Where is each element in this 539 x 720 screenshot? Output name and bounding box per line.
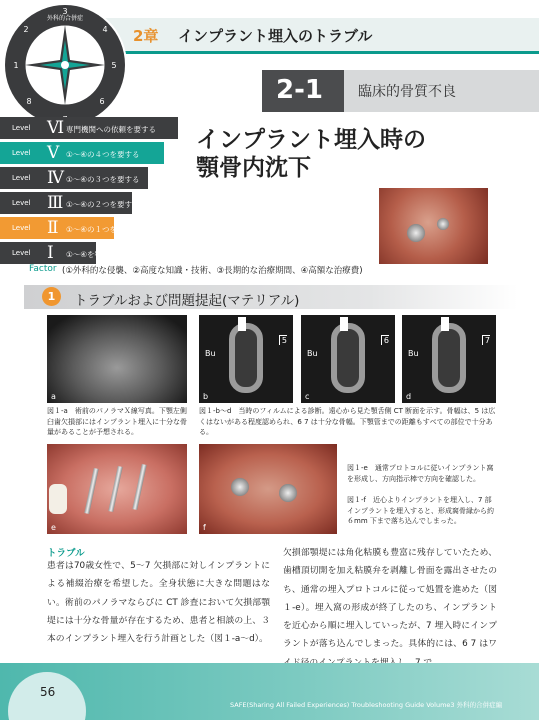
page-number: 56 [40,685,56,699]
level-description: ①〜④の１つを要する [66,225,140,234]
emblem-center-label: 外科的合併症 [46,15,84,22]
level-roman: Ⅳ [47,168,64,188]
section-title: 臨床的骨質不良 [358,84,456,100]
ct-section-image-7 [402,315,496,403]
implant-marker [340,317,348,331]
subsection-title: トラブルおよび問題提起(マテリアル) [74,293,300,309]
level-row [0,242,140,264]
implant-head-image [279,484,297,502]
chapter-title: インプラント埋入のトラブル [178,27,373,45]
jawbone-crosssection [432,323,466,393]
tooth-number-label: 5 [279,335,287,345]
figure-letter: a [51,392,56,401]
level-label: Level [12,199,31,207]
level-label: Level [12,124,31,132]
level-row [0,117,178,139]
figure-letter: e [51,523,56,532]
implant-marker [441,317,449,331]
level-row [0,167,148,189]
implant-head-image [437,218,449,230]
factor-text: (①外科的な侵襲、②高度な知識・技術、③長期的な治療期間、④高額な治療費) [62,266,363,276]
level-label: Level [12,174,31,182]
figure-letter: d [406,392,412,401]
direction-indicator-rod [84,468,98,514]
tooth-number-label: 7 [482,335,490,345]
level-roman: Ⅰ [47,243,54,263]
complication-compass-emblem [2,2,128,128]
implant-head-image [231,478,249,496]
factor-label: Factor [29,264,57,274]
body-text-right: 欠損部顎堤には角化粘膜も豊富に残存していたため、歯槽頂切開を加え粘膜弁を剥離し骨面を露出させたのち、通常の埋入プロトコルに従って処置を進めた（図１-e）。埋入窩の形成が終了したのち、インプラントを近心から順に埋入していったが、7 埋入時にインプラントが落ち込んでしまった。具体的には、6 7 はワ [283,548,497,650]
body-text-left: 患者は70歳女性で、5〜7 欠損部に対しインプラントによる補綴治療を希望した。全身状態に大きな問題はない。術前のパノラマならびに CT 診査において欠損部顎堤には十分な骨量が存在するため、患者と相談の上、３本のインプラント埋入を行う計画とした（図１-a〜d）。 [47,561,270,645]
trouble-heading: トラブル [47,548,85,559]
level-label: Level [12,224,31,232]
level-roman: Ⅲ [47,193,64,213]
buccal-label: Bu [408,349,419,358]
ct-section-image-6 [301,315,395,403]
panoramic-xray-image [47,315,187,403]
direction-indicator-rod [132,464,146,510]
jawbone-crosssection [331,323,365,393]
level-roman: Ⅵ [47,118,65,138]
figure-letter: c [305,392,310,401]
caption-fig-1e: 図１-e 通常プロトコルに従いインプラント窩を形成し、方向指示棒で方向を確認した。 [347,464,494,483]
level-row [0,142,164,164]
buccal-label: Bu [307,349,318,358]
ct-section-image-5 [199,315,293,403]
emblem-number-3: 3 [62,7,68,16]
caption-fig-1a: 図１-a 術前のパノラマＸ線写真。下顎左側臼歯欠損部にはインプラント埋入に十分な骨量があることが予想される。 [47,407,187,436]
direction-indicator-photo [47,444,187,534]
implant-head-image [407,224,425,242]
emblem-number-1: 1 [13,61,19,70]
level-label: Level [12,149,31,157]
emblem-number-8: 8 [26,97,32,106]
tooth-image [49,484,67,514]
level-roman: Ⅱ [47,218,59,238]
level-row [0,192,140,214]
jawbone-crosssection [229,323,263,393]
caption-fig-1f: 図１-f 近心よりインプラントを埋入し、7 部インプラントを埋入すると、形成窩骨縁から約６mm 下まで落ち込んでしまった。 [347,496,494,525]
level-roman: Ⅴ [47,143,60,163]
emblem-number-6: 6 [99,97,105,106]
implant-placement-photo [199,444,337,534]
level-description: ①〜④の２つを要する [66,200,140,209]
level-description: ①〜④の３つを要する [66,175,140,184]
emblem-number-5: 5 [111,61,117,70]
hero-clinical-photo [379,188,488,264]
emblem-number-4: 4 [102,25,108,34]
main-title-line2: 顎骨内沈下 [196,155,311,181]
direction-indicator-rod [108,466,122,512]
section-number: 2-1 [276,75,323,105]
chapter-number: 2章 [133,27,159,45]
footer-text: SAFE(Sharing All Failed Experiences) Troubleshooting Guide Volume3 外科的合併症編 [230,701,503,709]
emblem-number-2: 2 [23,25,29,34]
caption-fig-1bd: 図１-b〜d 当時のフィルムによる診断。遠心から見た顎舌側 CT 断面を示す。骨幅は、5 は広くはないがある程度認められ、6 7 は十分な骨幅。下顎管までの距離もすべての部位で十分ある。 [199,407,496,436]
figure-letter: f [203,523,206,532]
level-label: Level [12,249,31,257]
main-title-line1: インプラント埋入時の [196,127,426,153]
implant-marker [238,317,246,331]
difficulty-level-chart [0,117,190,265]
level-description: ①〜④を特に要さない [66,250,140,259]
main-title [196,126,426,182]
figure-letter: b [203,392,209,401]
tooth-number-label: 6 [381,335,389,345]
level-description: 専門機関への依頼を要する [66,125,156,134]
level-row [0,217,140,239]
buccal-label: Bu [205,349,216,358]
level-description: ①〜④の４つを要する [66,150,140,159]
subsection-number-badge: 1 [42,287,61,306]
